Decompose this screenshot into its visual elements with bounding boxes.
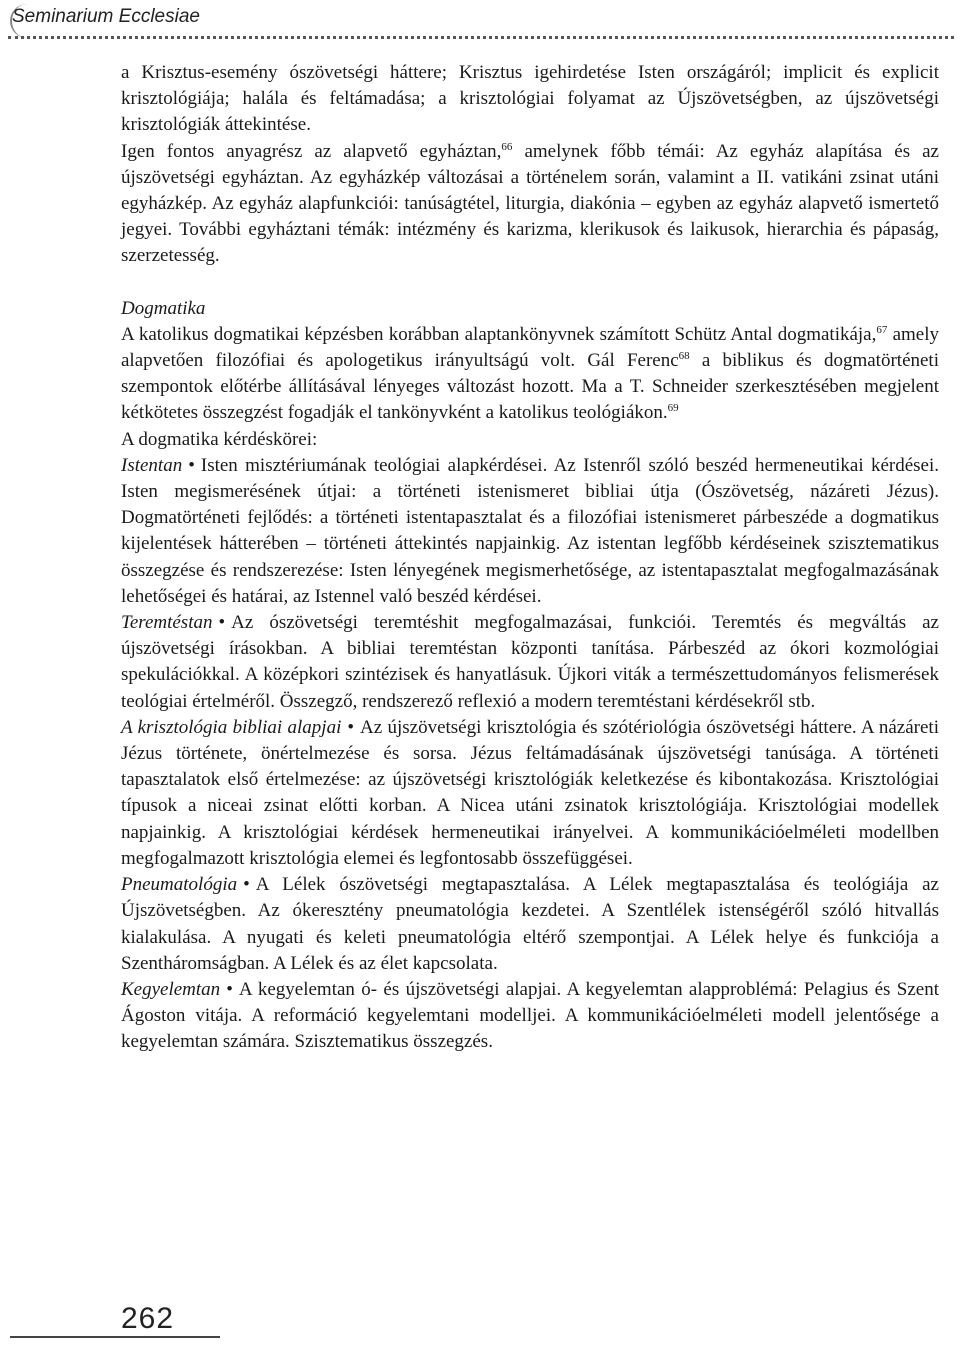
intro-p2-text-b: amelynek főbb témái: Az egyház alapítása és az újszövetségi egyháztan. Az egyházkép változásai a történelem során, valamint a II. vatikáni zsinat utáni egyházkép. Az egyház alapfunkciói: tanúságtétel, liturgia, diakónia – egyben az egyház alapvető ismertető jegyei. További egyháztani témák: intézmény és karizma, klerikusok és laikusok, hierarchia és pápaság, szerzetesség. [121, 140, 939, 267]
page-body [121, 60, 939, 1056]
questions-label: A dogmatika kérdéskörei: [121, 428, 318, 450]
dogmatika-text-a: A katolikus dogmatikai képzésben korábban alaptankönyvnek számított Schütz Antal dogmatikája, [121, 323, 877, 345]
intro-paragraph-2 [121, 139, 939, 270]
dogmatika-intro-paragraph [121, 322, 939, 427]
journal-title: Seminarium Ecclesiae [12, 6, 200, 27]
footnote-ref-67: 67 [876, 323, 888, 336]
topic-text: A Lélek ószövetségi megtapasztalása. A Lélek megtapasztalása és teológiája az Újszövetségben. Az ókeresztény pneumatológia kezdetei. A Szentlélek istenségéről szóló hitvallás kialakulása. A nyugati és keleti pneumatológia eltérő szempontjai. A Lélek helye és funkciója a Szentháromságban. A Lélek és az élet kapcsolata. [121, 874, 939, 974]
topic-istentan [121, 453, 939, 610]
topic-text: Az ószövetségi teremtéshit megfogalmazásai, funkciói. Teremtés és megváltás az újszövetségi írásokban. A bibliai teremtéstan központi tanítása. Párbeszéd az ókori kozmológiai spekulációkkal. A középkori szintézisek és hanyatlásuk. Újkori viták a természettudományos felismerések teológiai értelméről. Összegző, rendszerező reflexió a modern teremtéstani kérdésekről stb. [121, 612, 939, 712]
header-rule [8, 36, 954, 39]
topic-name: Istentan [121, 454, 183, 476]
topic-name: Pneumatológia [121, 874, 238, 896]
topic-name: Teremtéstan [121, 612, 213, 634]
bullet-icon: • [347, 716, 355, 738]
page-footer [0, 1300, 960, 1346]
topic-name: A krisztológia bibliai alapjai [121, 716, 342, 738]
topic-name: Kegyelemtan [121, 978, 221, 1000]
dogmatika-text-c: a biblikus és dogmatörténeti szempontok előtérbe állításával lényeges változást hozott. Ma a T. Schneider szerkesztésében megjelent kétkötetes összegzést fogadják el tankönyvként a katolikus teológiákon. [121, 350, 939, 424]
topic-text: Az újszövetségi krisztológia és szótériológia ószövetségi háttere. A názáreti Jézus története, önértelmezése és sorsa. Jézus feltámadásának újszövetségi tanúsága. A történeti tapasztalatok első értelmezése: az újszövetségi krisztológiák keletkezése és kibontakozása. Krisztológiai típusok a niceai zsinat előtti korban. A Nicea utáni zsinatok krisztológiája. Krisztológiai modellek napjainkig. A krisztológiai kérdések hermeneutikai irányelvei. A kommunikációelméleti modellben megfogalmazott krisztológia elemei és legfontosabb összefüggései. [121, 716, 939, 869]
running-header [0, 0, 960, 42]
page-number: 262 [121, 1302, 175, 1335]
bullet-icon: • [243, 874, 250, 896]
dogmatika-text-b: amely alapvetően filozófiai és apologetikus irányultságú volt. Gál Ferenc [121, 323, 939, 372]
topic-teremtestan [121, 610, 939, 715]
section-heading-dogmatika: Dogmatika [121, 297, 206, 319]
topic-kegyelemtan [121, 977, 939, 1056]
bullet-icon: • [218, 612, 226, 634]
footer-rule [10, 1336, 220, 1338]
bullet-icon: • [188, 454, 195, 476]
intro-paragraph-1: a Krisztus-esemény ószövetségi háttere; Krisztus igehirdetése Isten országáról; implicit és explicit krisztológiája; halála és feltámadása; a krisztológiai folyamat az Újszövetségben, az újszövetségi krisztológiák áttekintése. [121, 62, 939, 136]
footnote-ref-66: 66 [501, 140, 513, 153]
bullet-icon: • [226, 978, 233, 1000]
intro-p2-text-a: Igen fontos anyagrész az alapvető egyháztan, [121, 140, 502, 162]
topic-text: Isten misztériumának teológiai alapkérdései. Az Istenről szóló beszéd hermeneutikai kérdései. Isten megismerésének útjai: a történeti istenismeret bibliai útja (Ószövetség, názáreti Jézus). Dogmatörténeti fejlődés: a történeti istentapasztalat és a filozófiai istenismeret párbeszéde a dogmatikus kijelentések hátterében – történeti áttekintés napjainkig. Az istentan legfőbb kérdéseinek szisztematikus összegzése és rendszerezése: Isten lényegének megismerhetősége, az istentapasztalat megfogalmazásának lehetőségei és határai, az Istennel való beszéd kérdései. [121, 454, 939, 607]
footnote-ref-68: 68 [678, 350, 690, 363]
topic-krisztologia [121, 715, 939, 872]
footnote-ref-69: 69 [667, 402, 679, 415]
topic-pneumatologia [121, 872, 939, 977]
topic-text: A kegyelemtan ó- és újszövetségi alapjai. A kegyelemtan alapproblémá: Pelagius és Szent Ágoston vitája. A reformáció kegyelemtani modelljei. A kommunikációelméleti modell jelentősége a kegyelemtan számára. Szisztematikus összegzés. [121, 978, 939, 1053]
